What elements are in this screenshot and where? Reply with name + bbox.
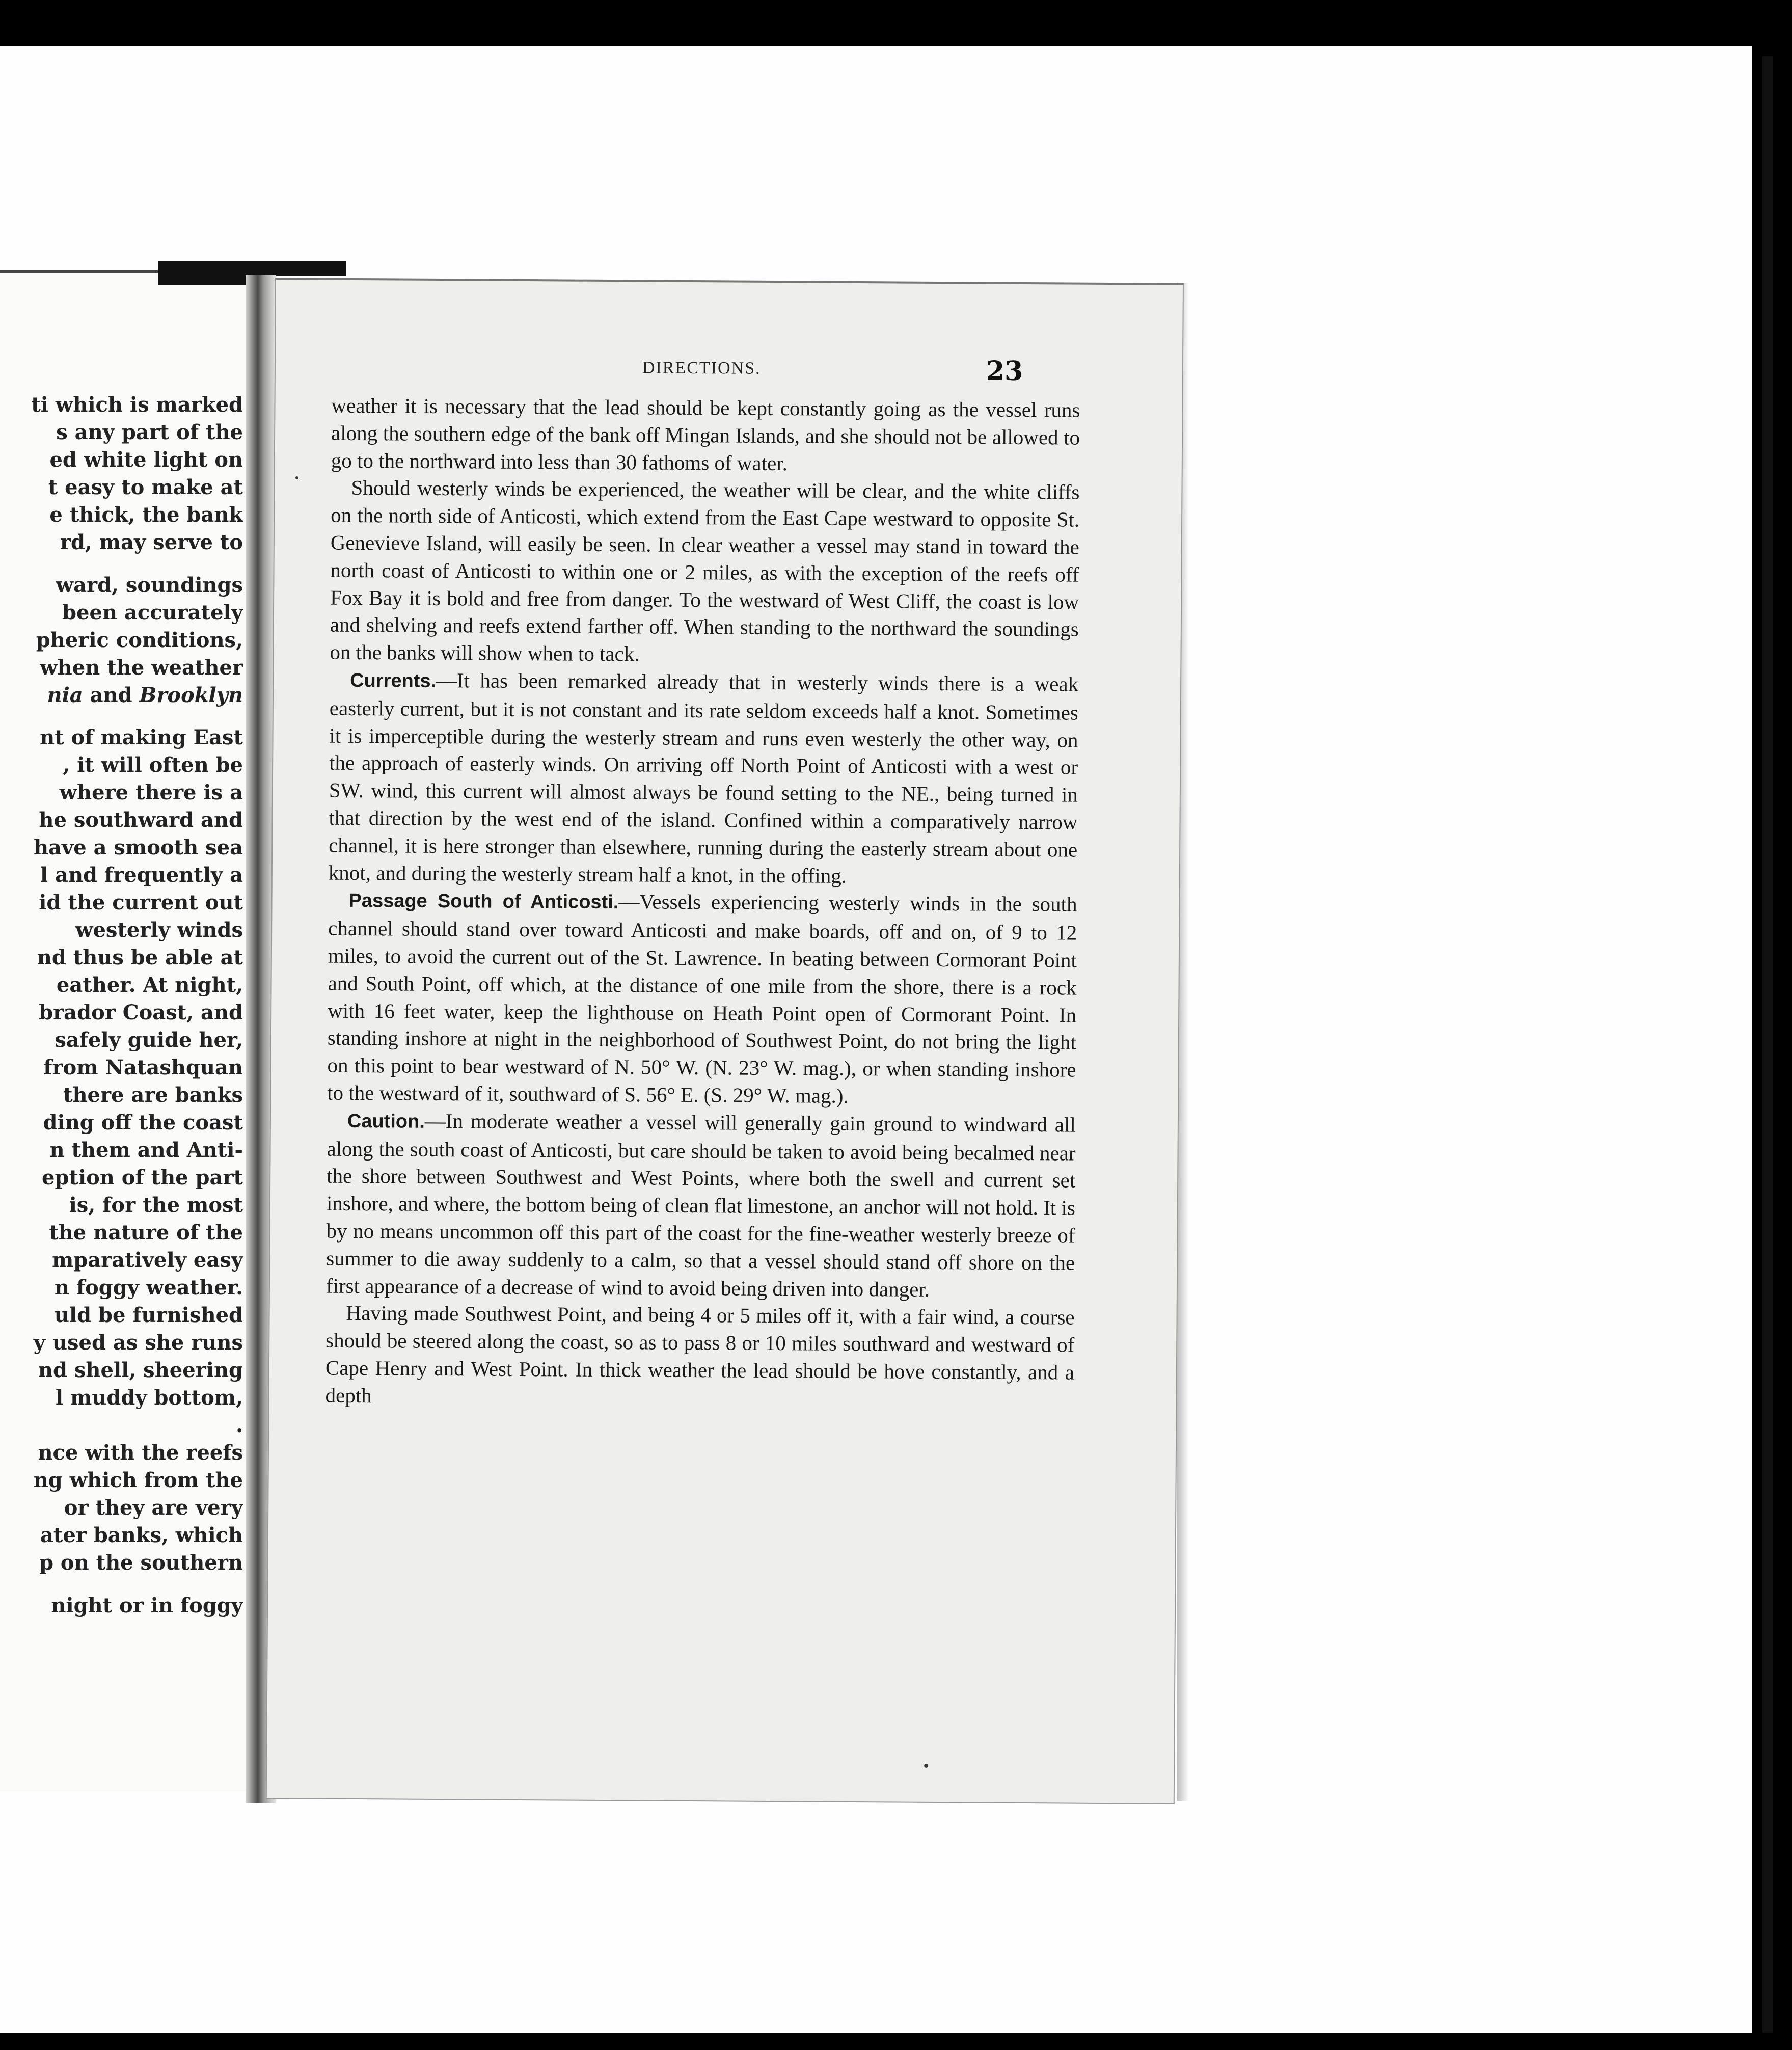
left-page-line: eption of the part bbox=[42, 1166, 243, 1190]
paragraph: Having made Southwest Point, and being 4 or 5 miles off it, with a fair wind, a course should be steered along the coast, so as to pass 8 or 10 miles southward and westward of Cape Henry and West Point. In thick weather the lead should be hove constantly, and a depth bbox=[325, 1301, 1075, 1407]
right-page bbox=[266, 278, 1184, 1804]
left-page-line: have a smooth sea bbox=[33, 835, 243, 860]
paragraph-passage bbox=[327, 886, 1077, 1111]
paragraph-currents bbox=[329, 666, 1079, 891]
left-page-line: l muddy bottom, bbox=[55, 1386, 243, 1410]
left-page-line: l and frequently a bbox=[40, 863, 243, 887]
left-page-line: brador Coast, and bbox=[39, 1001, 243, 1025]
left-page-line: , it will often be bbox=[63, 753, 243, 777]
left-page-line: pheric conditions, bbox=[36, 628, 243, 652]
left-page-line: n them and Anti- bbox=[49, 1138, 243, 1163]
binding-bar bbox=[158, 261, 346, 276]
left-page-line: or they are very bbox=[64, 1496, 243, 1520]
left-page-line: ed white light on bbox=[49, 448, 243, 472]
left-page-line: night or in foggy bbox=[51, 1594, 243, 1618]
left-page-line: mparatively easy bbox=[51, 1248, 243, 1273]
left-page-line: nce with the reefs bbox=[38, 1441, 243, 1465]
left-page-line: e thick, the bank bbox=[49, 503, 243, 527]
left-page-line: eather. At night, bbox=[56, 973, 243, 997]
left-page-line: where there is a bbox=[59, 780, 243, 805]
left-page-line: nt of making East bbox=[40, 725, 243, 750]
left-page-line: from Natashquan bbox=[43, 1056, 243, 1080]
left-page-line: t easy to make at bbox=[48, 475, 243, 499]
speck bbox=[295, 476, 298, 479]
left-page-line: been accurately bbox=[62, 600, 243, 625]
page-body bbox=[325, 392, 1080, 1414]
left-page-line: ti which is marked bbox=[31, 393, 243, 417]
left-page-line: ng which from the bbox=[33, 1468, 243, 1493]
conjunction: and bbox=[83, 683, 140, 707]
left-page-line: when the weather bbox=[40, 655, 243, 680]
left-page-line: . bbox=[236, 1413, 243, 1438]
left-page-line: is, for the most bbox=[69, 1193, 243, 1218]
section-heading: Caution. bbox=[347, 1110, 425, 1132]
paragraph: Should westerly winds be experienced, the weather will be clear, and the white cliffs on the north side of Anticosti, which extend from the East Cape westward to opposite St. Genevieve Island, will easily be seen. In clear weather a vessel may stand in toward the north coast of Anticosti to within one or 2 miles, as with the exception of the reefs off Fox Bay it is bold and free from danger. To the westward of West Cliff, the coast is low and shelving and reefs extend farther off. When standing to the northward the soundings on the banks will show when to tack. bbox=[330, 476, 1080, 666]
speck bbox=[924, 1764, 928, 1768]
left-page-line: the nature of the bbox=[49, 1221, 243, 1245]
ship-name: Brooklyn bbox=[139, 683, 243, 707]
left-page-line: n foggy weather. bbox=[54, 1276, 243, 1300]
section-heading: Currents. bbox=[350, 669, 437, 692]
left-page-line: ward, soundings bbox=[56, 573, 243, 597]
scan-edge bbox=[1762, 56, 1773, 2033]
left-page-line: nd thus be able at bbox=[37, 946, 243, 970]
left-page-line: s any part of the bbox=[56, 420, 243, 444]
page-number: 23 bbox=[986, 355, 1023, 387]
left-page bbox=[0, 270, 247, 1791]
left-page-line: id the current out bbox=[39, 891, 243, 915]
ship-name: nia bbox=[47, 683, 83, 707]
left-page-line: y used as she runs bbox=[33, 1331, 243, 1355]
section-text: —Vessels experiencing westerly winds in the south channel should stand over toward Anticosti and make boards, off and on, of 9 to 12 miles, to avoid the current out of the St. Lawrence. In beating between Cormorant Point and South Point, off which, at the distance of one mile from the shore, there is a rock with 16 feet water, keep the lighthouse on Heath Point open of Cormorant Point. In standing inshore at night in the neighborhood of Southwest Point, do not bring the light on this point to bear westward of N. 50° W. (N. 23° W. mag.), or when standing inshore to the westward of it, southward of S. 56° E. (S. 29° W. mag.). bbox=[327, 889, 1077, 1108]
left-page-line: there are banks bbox=[63, 1083, 243, 1108]
left-page-line bbox=[47, 683, 243, 707]
left-page-line: nd shell, sheering bbox=[38, 1358, 243, 1383]
section-heading: Passage South of Anticosti. bbox=[348, 890, 619, 913]
left-page-line: he southward and bbox=[39, 808, 243, 832]
left-page-line: ding off the coast bbox=[43, 1111, 243, 1135]
left-page-line: westerly winds bbox=[75, 918, 243, 942]
paragraph-caution bbox=[326, 1107, 1076, 1304]
left-page-line: p on the southern bbox=[39, 1551, 243, 1575]
left-page-line: uld be furnished bbox=[54, 1303, 243, 1328]
section-text: —In moderate weather a vessel will generally gain ground to windward all along the south coast of Anticosti, but care should be taken to avoid being becalmed near the shore between Southwest and West Points, where both the swell and current set inshore, and where, the bottom being of clean flat limestone, an anchor will not hold. It is by no means uncommon off this part of the coast for the fine-weather westerly breeze of summer to die away suddenly to a calm, so that a vessel should stand off shore on the first appearance of a decrease of wind to avoid being driven into danger. bbox=[325, 1109, 1076, 1301]
running-head: DIRECTIONS. bbox=[642, 358, 761, 378]
left-page-line: ater banks, which bbox=[40, 1523, 243, 1548]
section-text: —It has been remarked already that in westerly winds there is a weak easterly current, but it is not constant and its rate seldom exceeds half a knot. Sometimes it is imperceptible during the westerly stream and runs even westerly the other way, on the approach of easterly winds. On arriving off North Point of Anticosti with a west or SW. wind, this current will almost always be found setting to the NE., being turned in that direction by the west end of the island. Confined within a comparatively narrow channel, it is here stronger than elsewhere, running during the easterly stream about one knot, and during the westerly stream half a knot, in the offing. bbox=[328, 668, 1079, 887]
left-page-line: safely guide her, bbox=[55, 1028, 243, 1053]
left-page-line: rd, may serve to bbox=[60, 530, 243, 554]
paragraph: weather it is necessary that the lead should be kept constantly going as the vessel runs along the southern edge of the bank off Mingan Islands, and she should not be allowed to go to the northward into less than 30 fathoms of water. bbox=[331, 393, 1080, 475]
